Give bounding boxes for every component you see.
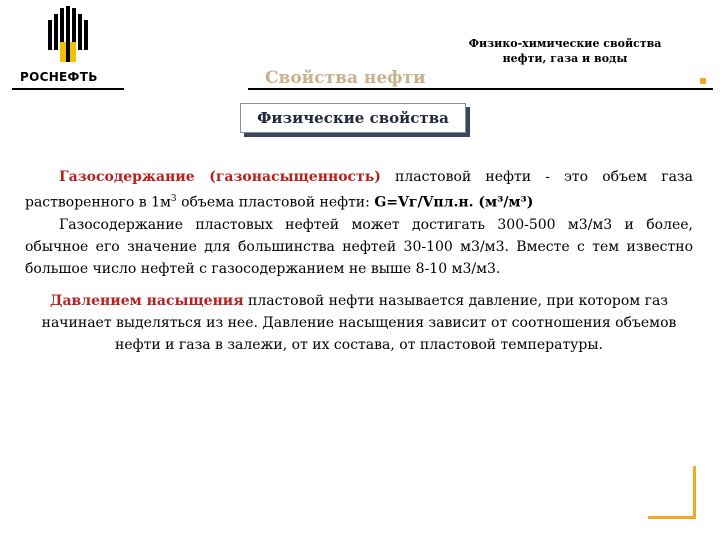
tab-physical-properties[interactable]: Физические свойства: [240, 103, 466, 133]
corner-accent-vertical: [693, 466, 696, 518]
header-underline-left: [12, 88, 124, 90]
gas-content-sup: 3: [170, 194, 177, 204]
caption-line-2: нефти, газа и воды: [502, 52, 628, 65]
gas-content-definition: [25, 166, 693, 214]
caption-line-1: Физико-химические свойства: [468, 37, 662, 50]
brand-logo-text: РОСНЕФТЬ: [20, 70, 98, 84]
gas-content-term: Газосодержание (газонасыщенность): [59, 169, 381, 185]
gas-content-paragraph: [25, 166, 693, 280]
accent-dot: [700, 78, 706, 84]
header-caption: [420, 36, 710, 66]
header-underline: [248, 88, 713, 90]
gas-content-values-text: Газосодержание пластовых нефтей может достигать 300-500 м3/м3 и более, обычное его значение для большинства нефтей 30-100 м3/м3. Вместе с тем известно большое число нефтей с газосодержанием не выше 8-10 м3/м3.: [25, 216, 693, 277]
gas-content-values: [25, 214, 693, 280]
section-title: Свойства нефти: [265, 68, 426, 88]
rosneft-logo-icon: [48, 6, 88, 66]
gas-content-formula: G=Vг/Vпл.н. (м³/м³): [374, 194, 534, 211]
gas-content-text: пластовой нефти - это объем газа растворенного в 1м: [25, 169, 693, 211]
gas-content-text-2: объема пластовой нефти:: [176, 194, 375, 211]
saturation-pressure-paragraph: [25, 290, 693, 356]
saturation-pressure-term: Давлением насыщения: [50, 293, 244, 309]
corner-accent-horizontal: [648, 516, 696, 519]
saturation-pressure-text: пластовой нефти называется давление, при котором газ начинает выделяться из нее. Давление насыщения зависит от соотношения объемов нефти и газа в залежи, от их состава, от пластовой температуры.: [41, 293, 677, 353]
